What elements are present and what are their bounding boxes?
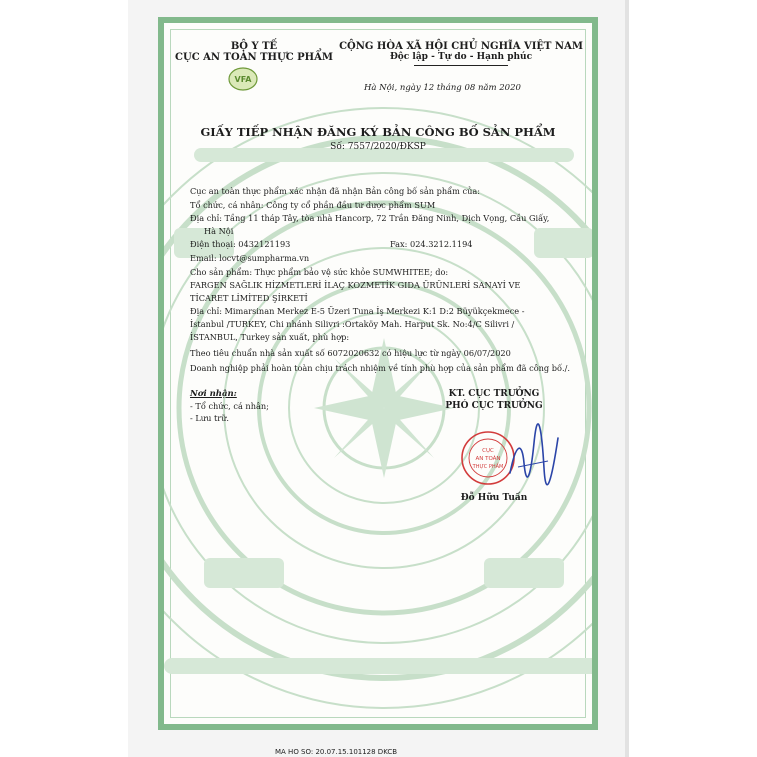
- logo-text: VFA: [234, 75, 252, 84]
- motto-underline: [414, 65, 508, 66]
- address-line-2: Hà Nội: [204, 226, 234, 236]
- recipients-title: Nơi nhận:: [190, 389, 237, 399]
- standard: Theo tiêu chuẩn nhà sản xuất số 6072020632 có hiệu lực từ ngày 06/07/2020: [190, 348, 511, 358]
- address-line-1: Địa chỉ: Tầng 11 tháp Tây, tòa nhà Hancorp, 72 Trần Đăng Ninh, Dịch Vọng, Cầu Giấy,: [190, 213, 550, 223]
- agency-name: CỤC AN TOÀN THỰC PHẨM: [175, 52, 333, 63]
- ministry-name: BỘ Y TẾ: [230, 41, 278, 52]
- product: Cho sản phẩm: Thực phẩm bảo vệ sức khỏe SUMWHITEE; do:: [190, 267, 449, 277]
- vfa-logo-icon: [228, 67, 258, 91]
- document-code: MA HO SO: 20.07.15.101128 DKCB: [275, 748, 398, 756]
- manufacturer-address-1: Địa chỉ: Mimarsinan Merkez E-5 Üzeri Tuna İş Merkezi K:1 D:2 Büyükçekmece -: [190, 306, 525, 316]
- registration-number: Số: 7557/2020/ĐKSP: [330, 142, 426, 152]
- manufacturer-address-3: İSTANBUL, Turkey sản xuất, phù hợp:: [190, 332, 350, 342]
- recipient-1: - Tổ chức, cá nhân;: [190, 401, 269, 411]
- recipient-2: - Lưu trữ.: [190, 413, 230, 423]
- national-motto-title: CỘNG HÒA XÃ HỘI CHỦ NGHĨA VIỆT NAM: [339, 41, 583, 52]
- stamp-line-3: THỰC PHẨM: [472, 464, 504, 470]
- signer-title-2: PHÓ CỤC TRƯỞNG: [445, 401, 543, 411]
- manufacturer-line-2: TİCARET LİMİTED ŞİRKETİ: [190, 293, 308, 303]
- intro-text: Cục an toàn thực phẩm xác nhận đã nhận Bản công bố sản phẩm của:: [190, 186, 481, 196]
- organization: Tổ chức, cá nhân: Công ty cổ phần đầu tư dược phẩm SUM: [190, 200, 436, 210]
- email: Email: locvt@sumpharma.vn: [190, 253, 310, 263]
- page-edge: [625, 0, 629, 757]
- place-date: Hà Nội, ngày 12 tháng 08 năm 2020: [364, 83, 521, 93]
- phone: Điện thoại: 0432121193: [190, 239, 291, 249]
- responsibility: Doanh nghiệp phải hoàn toàn chịu trách nhiệm về tính phù hợp của sản phẩm đã công bố./.: [190, 363, 570, 373]
- signer-name: Đỗ Hữu Tuấn: [460, 493, 528, 503]
- certificate-document: [158, 17, 598, 730]
- stamp-line-1: CỤC: [482, 448, 494, 454]
- manufacturer-line-1: FARGEN SAĞLIK HİZMETLERİ İLAÇ KOZMETİK GIDA ÜRÜNLERİ SANAYİ VE: [190, 280, 521, 290]
- manufacturer-address-2: İstanbul /TURKEY, Chi nhánh Silivri :Ortaköy Mah. Harput Sk. No:4/C Silivri /: [190, 319, 515, 329]
- signature-icon: [504, 423, 564, 493]
- document-title: GIẤY TIẾP NHẬN ĐĂNG KÝ BẢN CÔNG BỐ SẢN PHẨM: [200, 125, 556, 139]
- fax: Fax: 024.3212.1194: [390, 239, 473, 249]
- national-motto: Độc lập - Tự do - Hạnh phúc: [389, 52, 533, 62]
- signer-title-1: KT. CỤC TRƯỞNG: [448, 389, 540, 399]
- stamp-line-2: AN TOÀN: [475, 456, 501, 462]
